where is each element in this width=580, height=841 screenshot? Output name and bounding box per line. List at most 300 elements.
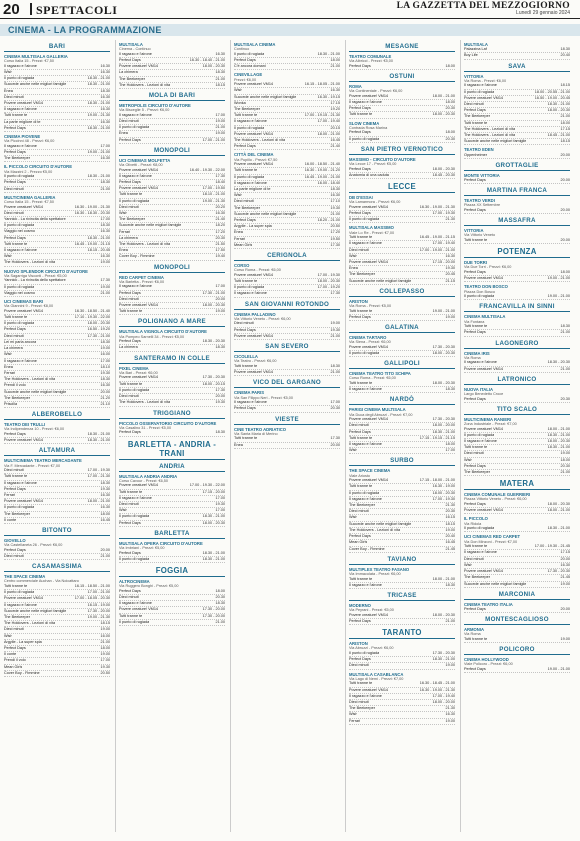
theater-name: ARISTON [349,641,368,647]
city-heading: MONOPOLI [119,147,225,156]
film-title: Dieci minuti [464,556,484,561]
showtimes: 18.30 - 21.00 [202,514,225,519]
city-heading: MATERA [464,479,570,490]
showtimes: 19.00 [100,652,110,657]
city-heading: TRICASE [349,592,455,601]
theater-info: Via Roma [464,632,481,637]
theater-name: CINEMA HOLLYWOOD [464,657,509,663]
showtimes: 20.00 [215,296,225,301]
film-title: Cover Boy - Fimmine [4,670,40,675]
showtime-row [349,619,455,625]
showtimes: 18.00 - 21.00 [432,93,455,98]
film-title: Wish [4,254,13,259]
film-title: Il punto di rugiada [4,505,35,510]
theater-name: CINEVILLAGE [234,72,263,78]
theater-name: TEATRO VERDI [464,198,495,204]
showtime-row [349,448,455,454]
film-title: Povere creature! VM14 [119,303,159,308]
showtimes: 16.30 [100,505,110,510]
city-heading: GALLIPOLI [349,360,455,369]
film-title: Il punto di rugiada [349,490,380,495]
showtimes: 16.30 - 19.00 - 21.30 [419,204,455,209]
showtimes: 17.00 - 19.40 [317,119,340,124]
showtimes: 20.50 [100,670,110,675]
showtimes: 16.45 [100,517,110,522]
showtimes: 18.15 [560,83,570,88]
film-title: Dieci minuti [119,594,139,599]
film-title: Tutti tranne te [349,435,373,440]
film-title: Povere creature! VM14 [464,366,504,371]
showtimes: 18.00 - 20.55 - 21.00 [534,89,570,94]
showtimes: 19.30 [100,370,110,375]
city-heading: CERIGNOLA [234,252,340,261]
showtimes: 16.45 - 19.00 - 21.15 [74,241,110,246]
theater-info: Via Teatro - Prezzi: €6,00 [234,359,277,364]
showtimes: 21.20 [100,395,110,400]
showtimes: 19.00 [560,451,570,456]
showtime-row [464,153,570,159]
film-title: Tutti tranne te [4,583,28,588]
showtimes: 18.30 - 21.00 [87,235,110,240]
theater-name: MULTICINEMA RANIERI [464,416,512,422]
showtimes: 20.30 [330,406,340,411]
theater-name: ARISTON [349,298,368,304]
showtimes: 17.30 - 20.30 [202,375,225,380]
showtime-row [464,637,570,643]
showtimes: 18.00 - 20.00 [432,699,455,704]
showtime-row [464,508,570,514]
film-title: Povere creature! VM14 [4,204,44,209]
city-heading: TARANTO [349,628,455,639]
film-title: Perfect Days [464,396,486,401]
showtimes: 19.00 [330,321,340,326]
showtimes: 21.40 [330,144,340,149]
film-title: Il punto di rugiada [234,174,265,179]
theater-name: CITTÀ DEL CINEMA [234,152,274,158]
film-title: The Beekeeper [234,205,260,210]
film-title: Tutti tranne te [4,474,28,479]
showtime-row [234,443,340,449]
film-title: Il ragazzo e l'airone [4,248,37,253]
film-title: Perfect Days [4,486,26,491]
theater-info: Corso Roma - Prezzi: €6,00 [234,268,281,273]
showtimes: 21.15 [445,278,455,283]
showtimes: 18.30 - 21.00 [202,556,225,561]
film-title: Povere creature! VM14 [119,375,159,380]
theater-info: Via Lamarmora - Prezzi: €6,00 [349,200,401,205]
city-heading: LECCE [349,182,455,193]
showtimes: 19.00 - 21.00 [547,294,570,299]
listing-column-1 [4,40,110,835]
showtimes: 18.00 [445,63,455,68]
theater-name: UCI CINEMAS MOLFETTA [119,157,171,163]
showtime-row [234,334,340,340]
city-heading: CASAMASSIMA [4,563,110,572]
issue-date: Lunedì 29 gennaio 2024 [516,10,570,16]
showtimes: 19.00 [445,314,455,319]
film-title: Perfect Days [464,208,486,213]
film-title: Povere creature! VM14 [119,483,159,488]
city-heading: LAGONEGRO [464,340,570,349]
city-heading: POTENZA [464,247,570,258]
film-title: Perfect Days [464,270,486,275]
film-title: Perfect Days [349,106,371,111]
city-heading: BARLETTA - ANDRIA - TRANI [119,440,225,460]
showtimes: 20.30 [445,136,455,141]
theater-name: MULTISALA [464,42,488,47]
showtimes: 18.00 - 20.30 [432,381,455,386]
showtimes: 18.30 [330,187,340,192]
showtime-row [4,554,110,560]
film-title: Povere creature! VM14 [234,82,274,87]
film-title: Tutti tranne te [119,192,143,197]
film-title: Il punto di rugiada [119,198,150,203]
film-title: Povere creature! VM14 [349,478,389,483]
showtimes: 18.15 - 20.45 [87,248,110,253]
showtimes: 20.00 [560,208,570,213]
film-title: Dieci minuti [4,553,24,558]
showtimes: 17.00 - 19.50 [202,186,225,191]
showtime-row [349,315,455,321]
film-title: Perfect Days [464,330,486,335]
showtimes: 18.30 - 21.00 [547,102,570,107]
showtimes: 17.00 [330,400,340,405]
showtimes: 18.15 [445,521,455,526]
theater-name: VITTORIA [464,73,484,79]
film-title: The Beekeeper [4,156,30,161]
theater-info: Via Due Torri - Prezzi: €6,00 [464,265,512,270]
showtimes: 17.00 - 21.00 [202,137,225,142]
film-title: Viaggio nel cosmo [4,229,35,234]
theater-info: Via Roma [464,355,481,360]
showtime-row [464,397,570,403]
city-heading: MONOPOLI [119,264,225,273]
showtimes: 17.00 - 21.30 [87,474,110,479]
theater-name: UCI CINEMAS BARI [4,299,44,305]
film-title: Povere creature! VM14 [4,308,44,313]
showtime-row [349,173,455,179]
showtimes: 16.30 [445,712,455,717]
film-title: Perfect Days [234,58,256,62]
showtimes: 18.00 [215,588,225,593]
film-title: Povere creature! VM14 [464,426,504,431]
film-title: Perfect Days [349,130,371,135]
showtimes: 18.45 - 21.00 [547,133,570,138]
film-title: Succede anche nelle migliori famiglie [119,223,182,228]
showtime-row [119,430,225,436]
showtimes: 16.15 [445,515,455,520]
film-title: Wish [234,88,243,93]
theater-name: SLOW CINEMA [349,120,380,126]
film-title: Il punto di rugiada [4,174,35,179]
theater-info: Corso Roma - Prezzi: €6,00 [349,376,396,381]
showtimes: 16.45 - 19.00 - 21.00 [304,174,340,179]
showtimes: 16.00 [100,633,110,638]
film-title: The Holdovers - Lezioni di vita [4,621,56,626]
theater-name: PIXEL CINEMA [119,365,149,371]
showtimes: 18.00 [330,58,340,62]
showtimes: 18.30 [445,387,455,392]
showtime-row [4,187,110,193]
film-title: Il punto di rugiada [464,89,495,94]
showtimes: 19.00 [100,284,110,289]
showtimes: 18.30 [560,47,570,52]
film-title: Perfect Days [119,290,141,295]
film-title: Il ragazzo e l'airone [464,550,497,555]
showtimes: 18.30 - 21.00 [87,174,110,179]
theater-info: Via Ruggero Bonghi - Prezzi: €5,00 [119,584,179,589]
film-title: Dieci minuti [119,204,139,209]
film-title: The Beekeeper [4,614,30,619]
film-title: Il punto di rugiada [464,526,495,531]
film-title: The Beekeeper [4,511,30,516]
showtimes: 16.30 [330,193,340,198]
showtimes: 19.00 [215,131,225,136]
showtimes: 19.00 - 21.30 [202,198,225,203]
theater-name: ALTROCINEMA [119,578,150,584]
showtime-row [349,137,455,143]
city-heading: OSTUNI [349,73,455,82]
showtimes: 18.00 [445,130,455,135]
film-title: Enea [349,266,358,271]
showtime-row [4,126,110,132]
film-title: Perfect Days [119,339,141,344]
film-title: Il punto di rugiada [119,619,150,624]
theater-name: PICCOLO OSSERVATORIO CIRCUITO D'AUTORE [119,420,217,426]
film-title: Dieci minuti [4,210,24,215]
showtimes: 17.00 [100,358,110,363]
showtimes: 19.30 [445,266,455,271]
showtimes: 18.10 [100,364,110,369]
film-title: Povere creature! VM14 [349,612,389,617]
showtimes: 20.15 [330,125,340,130]
theater-info: Piazza Don Bosco [464,289,496,294]
film-title: Povere creature! VM14 [464,508,504,513]
showtimes: 19.00 [100,260,110,265]
city-heading: POLICORO [464,646,570,655]
film-title: Povere creature! VM14 [119,607,159,612]
film-title: Tutti tranne te [119,309,143,314]
showtimes: 16.30 - 19.00 - 21.30 [419,687,455,692]
film-title: The Beekeeper [119,76,145,81]
theater-name: TEATRO COMUNALE [349,54,392,59]
showtimes: 18.20 - 21.00 [317,218,340,223]
film-title: Il punto di rugiada [234,125,265,130]
city-heading: SANTERAMO IN COLLE [119,355,225,364]
theater-info: Continuo [234,47,250,52]
theater-name: IL PICCOLO [464,516,488,522]
showtimes: 17.30 [330,242,340,247]
showtimes: 20.00 [560,152,570,157]
showtimes: 18.30 [100,223,110,228]
theater-info: Viale Policoro - Prezzi: €6,00 [464,662,513,667]
film-title: Wish [4,633,13,638]
theater-name: MULTISALA [119,42,143,47]
showtimes: 21.00 [215,125,225,130]
theater-info: Via Casalino 31 - Prezzi: €5,00 [119,425,172,430]
film-title: Tutti tranne te [234,436,258,441]
theater-info: Largo Benedetto Croce [464,392,504,397]
film-title: Dieci minuti [119,394,139,399]
film-title: The Holdovers - Lezioni di vita [464,133,516,138]
showtimes: 18.00 [100,511,110,516]
theater-name: MULTISALA VIGNOLA CIRCUITO D'AUTORE [119,329,207,335]
theater-info: Via Continentale - Prezzi: €6,00 [349,89,403,94]
film-title: Dieci minuti [119,501,139,506]
theater-name: MULTISALA ANDRIA ANDRIA [119,473,178,479]
film-title: Tutti tranne te [4,315,28,320]
film-title: Il ragazzo e l'airone [464,439,497,444]
showtimes: 17.00 [215,284,225,289]
theater-info: Via F. Mercadante - Prezzi: €7,00 [4,463,61,468]
city-heading: NARDÒ [349,396,455,405]
theater-name: MULTISALA OPERA CIRCUITO D'AUTORE [119,540,203,546]
showtime-row [349,719,455,725]
showtimes: 16.30 [100,70,110,74]
showtimes: 18.30 [215,601,225,606]
listing-column-2 [119,40,225,835]
film-title: Il ragazzo e l'airone [234,291,267,296]
theater-name: CINEMA TEATRO TITO SCHIPA [349,371,411,377]
film-title: Perfect Days [349,534,371,539]
film-title: Il punto di rugiada [4,76,35,81]
film-title: Il punto di rugiada [349,351,380,356]
city-heading: BARLETTA [119,530,225,539]
theater-info: Contrada Rosa Marina [349,125,388,130]
showtimes: 17.30 [215,387,225,392]
theater-name: DUE TORRI [464,260,487,266]
city-heading: SAN PIETRO VERNOTICO [349,146,455,155]
showtime-row [119,138,225,144]
showtime-row [464,526,570,532]
showtimes: 18.30 [100,339,110,344]
film-title: Il punto di rugiada [119,125,150,130]
film-title: The Holdovers - Lezioni di vita [464,126,516,131]
film-title: Dieci minuti [119,296,139,301]
film-title: The Holdovers - Lezioni di vita [234,138,286,143]
film-title: Perfect Days [234,144,256,149]
city-heading: GALATINA [349,324,455,333]
showtimes: 17.50 [215,248,225,253]
showtime-row [119,400,225,406]
film-title: Mean Girls [349,540,368,545]
showtimes: 18.30 [560,324,570,329]
showtimes: 18.30 - 21.00 [87,101,110,106]
showtime-row [349,351,455,357]
theater-name: CINE TEATRO ADRIATICO [234,426,287,432]
showtime-row [464,276,570,282]
film-title: Tutti tranne te [464,445,488,450]
film-title: Il punto di rugiada [119,387,150,392]
film-title: Il punto di rugiada [119,556,150,561]
showtimes: 21.00 [330,211,340,216]
film-title: Povere creature! VM14 [349,260,389,265]
film-title: The Beekeeper [4,395,30,400]
film-title: Tutti tranne te [119,489,143,494]
film-title: Ferrari [119,229,131,234]
film-title: Ferrari [349,718,361,723]
city-heading: SURBO [349,457,455,466]
section-banner [0,24,580,36]
showtimes: 19.00 [560,636,570,641]
showtimes: 17.10 - 19.30 - 22.00 [74,315,110,320]
showtime-row [4,291,110,297]
showtimes: 16.30 [330,88,340,93]
showtime-row [464,294,570,300]
showtimes: 16.30 [445,253,455,258]
showtimes: 18.00 - 21.00 [547,426,570,431]
theater-name: TEATRO DON BOSCO [464,284,508,290]
showtimes: 18.00 [560,120,570,125]
film-title: Oppenheimer [464,152,488,157]
film-title: Succede anche nelle migliori famiglie [349,521,412,526]
film-title: Povere creature! VM14 [234,272,274,277]
showtimes: 17.00 - 19.30 [432,496,455,501]
showtimes: 16.50 - 19.00 - 20.45 [534,95,570,100]
theater-name: ROMA [349,84,362,89]
film-title: The Holdovers - Lezioni di vita [4,377,56,382]
film-title: Il ragazzo e l'airone [464,83,497,88]
showtime-row [464,208,570,214]
city-heading: GROTTAGLIE [464,162,570,171]
film-title: Il punto di rugiada [119,514,150,519]
showtimes: 20.30 [445,509,455,514]
showtimes: 21.00 [215,76,225,81]
film-title: Il ragazzo e l'airone [119,51,152,56]
showtimes: 17.30 - 20.30 [432,417,455,422]
film-title: Enea [119,131,128,136]
film-title: Il punto di rugiada [4,284,35,289]
showtimes: 17.00 - 19.30 [432,211,455,216]
film-title: Povere creature! VM14 [349,93,389,98]
showtimes: 21.30 [445,706,455,711]
film-title: Viaggio nel cosmo [4,290,35,295]
city-heading: MOLA DI BARI [119,92,225,101]
showtimes: 18.30 - 21.00 [87,431,110,436]
showtimes: 17.00 [445,448,455,453]
showtimes: 18.00 [445,100,455,104]
showtimes: 17.30 - 20.00 [87,608,110,613]
showtimes: 16.30 - 18.30 - 20.30 [74,210,110,215]
theater-info: Via Barletta - Prezzi: €6,00 [119,279,165,284]
film-title: Enea [234,442,243,447]
film-title: Perfect Days [464,463,486,468]
film-title: Perfect Days [349,211,371,216]
showtimes: 19.30 [215,501,225,506]
film-title: Succede anche nelle migliori famiglie [4,389,67,394]
city-heading: MONTESCAGLIOSO [464,616,570,625]
showtimes: 16.30 - 18.50 - 21.40 [74,308,110,313]
film-title: Prendi il volo [4,658,26,663]
showtimes: 17.00 [100,658,110,663]
showtimes: 18.00 - 21.00 [547,508,570,513]
showtimes: 16.30 [560,562,570,567]
film-title: Povere creature! VM14 [119,64,159,69]
film-title: The Beekeeper [349,272,375,277]
film-title: The Beekeeper [119,217,145,222]
film-title: Tutti tranne te [464,544,488,549]
showtime-row [234,243,340,249]
film-title: Povere creature! VM14 [234,333,274,338]
film-title: Dieci minuti [4,627,24,632]
film-title: Perfect Days [234,406,256,411]
city-heading: SAN SEVERO [234,343,340,352]
film-title: Wish [4,352,13,357]
city-heading: FRANCAVILLA IN SINNI [464,303,570,312]
film-title: Il ragazzo e l'airone [349,387,382,392]
showtimes: 18.15 [215,82,225,87]
film-title: The Beekeeper [464,575,490,580]
